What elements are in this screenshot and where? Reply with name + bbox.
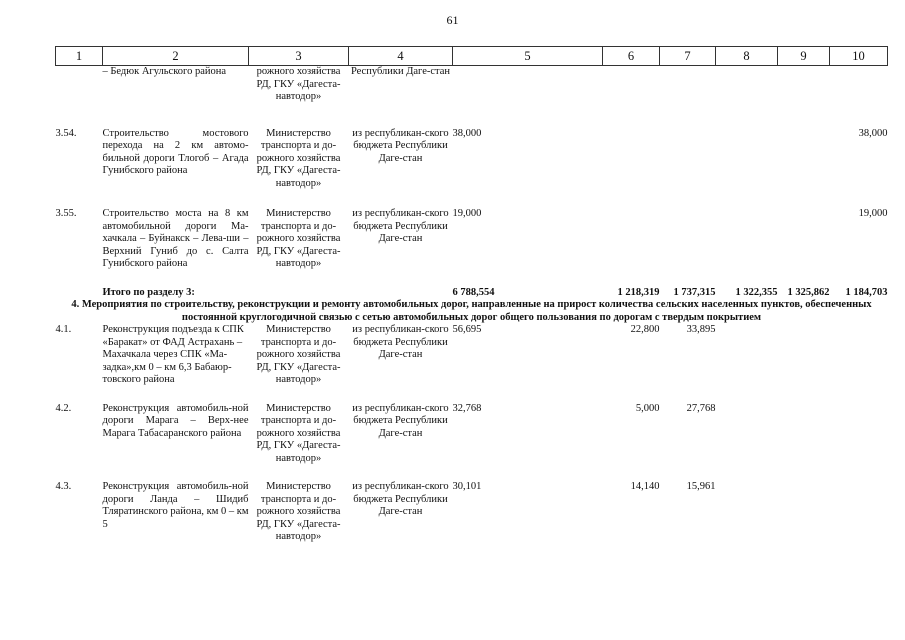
column-header-row: [56, 47, 888, 66]
row-value-6: 14,140: [630, 481, 660, 492]
row-description: – Бедюк Агульского района: [102, 66, 227, 77]
row-value-6: [603, 66, 660, 104]
row-executor: рожного хозяйства РД, ГКУ «Дагеста-навтодор»: [256, 66, 341, 102]
row-value-5: 32,768: [452, 402, 482, 414]
row-number: 3.55.: [55, 208, 77, 219]
table-row: [56, 128, 888, 191]
row-value-8: [716, 324, 778, 387]
column-header-3: 3: [249, 47, 349, 66]
row-spacer: [56, 104, 888, 128]
table-row: [56, 481, 888, 544]
row-number: 3.54.: [55, 127, 77, 139]
row-value-8: [716, 481, 778, 544]
row-spacer: [56, 387, 888, 403]
section-heading: 4. Мероприятия по строительству, реконструкции и ремонту автомобильных дорог, направленные на прирост количества сельских населенных пунктов, обеспеченных постоянной круглогодичной связью с сетью автомобильных дорог общего пользования по дорогам с твердым покрытием: [71, 299, 872, 323]
row-number: 4.2.: [55, 402, 72, 414]
column-header-9: 9: [778, 47, 830, 66]
row-funding-source: из республикан-ского бюджета Республики Даге-стан: [352, 324, 449, 360]
row-spacer: [56, 190, 888, 208]
row-executor: Министерство транспорта и до-рожного хозяйства РД, ГКУ «Дагеста-навтодор»: [256, 127, 341, 189]
row-description: [103, 324, 249, 387]
row-number: 4.3.: [55, 481, 72, 492]
row-value-9: [778, 66, 830, 104]
row-value-6: 5,000: [635, 402, 660, 414]
row-value-7: [660, 66, 716, 104]
column-header-4: 4: [349, 47, 453, 66]
row-funding-source: из республикан-ского бюджета Республики Даге-стан: [352, 208, 449, 244]
row-executor: Министерство транспорта и до-рожного хозяйства РД, ГКУ «Дагеста-навтодор»: [256, 481, 341, 542]
row-executor: Министерство транспорта и до-рожного хозяйства РД, ГКУ «Дагеста-навтодор»: [256, 208, 341, 269]
column-header-5: 5: [453, 47, 603, 66]
row-value-10: [830, 324, 888, 387]
column-header-8: 8: [716, 47, 778, 66]
row-value-8: [716, 208, 778, 271]
row-value-9: [778, 481, 830, 544]
row-value-6: [603, 128, 660, 191]
row-value-10: 19,000: [858, 208, 888, 219]
column-header-10: 10: [830, 47, 888, 66]
row-spacer: [56, 271, 888, 285]
row-spacer: [56, 465, 888, 481]
row-value-5: 56,695: [452, 324, 482, 335]
row-funding-source: Республики Даге-стан: [350, 66, 451, 77]
row-description: Строительство моста на 8 км автомобильной дороги Ма-хачкала – Буйнакск – Лева-ши – Верхний Гуниб до с. Салта Гунибского района: [102, 208, 249, 269]
row-value-5: 38,000: [452, 127, 482, 139]
column-header-6: 6: [603, 47, 660, 66]
row-value-9: [778, 403, 830, 466]
total-value-9: 1 325,862: [787, 286, 830, 298]
total-value-6: 1 218,319: [617, 286, 660, 298]
row-value-7: 33,895: [686, 324, 716, 335]
page-number: 61: [446, 13, 459, 27]
row-value-5: 30,101: [452, 481, 482, 492]
row-value-7: 27,768: [686, 402, 716, 414]
row-value-10: [830, 66, 888, 104]
column-header-7: 7: [660, 47, 716, 66]
row-value-9: [778, 324, 830, 387]
row-value-9: [778, 208, 830, 271]
row-description: Реконструкция автомобиль-ной дороги Ланда – Шидиб Тляратинского района, км 0 – км 5: [102, 481, 249, 530]
row-value-8: [716, 403, 778, 466]
row-value-8: [716, 128, 778, 191]
row-value-9: [778, 128, 830, 191]
row-description: Реконструкция автомобиль-ной дороги Марага – Верх-нее Марага Табасаранского района: [102, 402, 249, 439]
total-value-8: 1 322,355: [735, 286, 778, 298]
row-number: [56, 66, 103, 104]
table-row: [56, 66, 888, 104]
row-value-10: [830, 481, 888, 544]
row-value-7: [660, 128, 716, 191]
row-value-10: [830, 403, 888, 466]
total-value-10: 1 184,703: [845, 286, 888, 298]
row-description-part: Махачкала через СПК «Ма-задка»,км 0 – км 6,3 Бабаюр-товского района: [102, 349, 232, 385]
table-row: [56, 324, 888, 387]
row-executor: Министерство транспорта и до-рожного хозяйства РД, ГКУ «Дагеста-навтодор»: [256, 324, 341, 385]
row-value-5: [453, 66, 603, 104]
row-value-6: [603, 208, 660, 271]
section-total-row: [56, 285, 888, 300]
row-value-7: [660, 208, 716, 271]
row-value-5: 19,000: [452, 208, 482, 219]
row-executor: Министерство транспорта и до-рожного хозяйства РД, ГКУ «Дагеста-навтодор»: [256, 402, 341, 464]
row-value-10: 38,000: [858, 127, 888, 139]
column-header-2: 2: [103, 47, 249, 66]
table-row: [56, 403, 888, 466]
row-value-8: [716, 66, 778, 104]
row-value-7: 15,961: [686, 481, 716, 492]
row-number: 4.1.: [55, 324, 72, 335]
program-table: [55, 46, 888, 544]
section-total-label: Итого по разделу 3:: [102, 286, 195, 298]
row-funding-source: из республикан-ского бюджета Республики Даге-стан: [352, 481, 449, 517]
table-row: [56, 208, 888, 271]
row-value-6: 22,800: [630, 324, 660, 335]
section-heading-row: [56, 299, 888, 324]
total-value-5: 6 788,554: [452, 286, 495, 298]
total-value-7: 1 737,315: [673, 286, 716, 298]
column-header-1: 1: [56, 47, 103, 66]
row-description: Строительство мостового перехода на 2 км автомо-бильной дороги Тлогоб – Агада Гунибского района: [102, 127, 249, 176]
row-funding-source: из республикан-ского бюджета Республики Даге-стан: [352, 402, 449, 439]
row-funding-source: из республикан-ского бюджета Республики Даге-стан: [352, 127, 449, 164]
row-description-part: Реконструкция подъезда к СПК «Баракат» от ФАД Астрахань –: [102, 324, 244, 348]
